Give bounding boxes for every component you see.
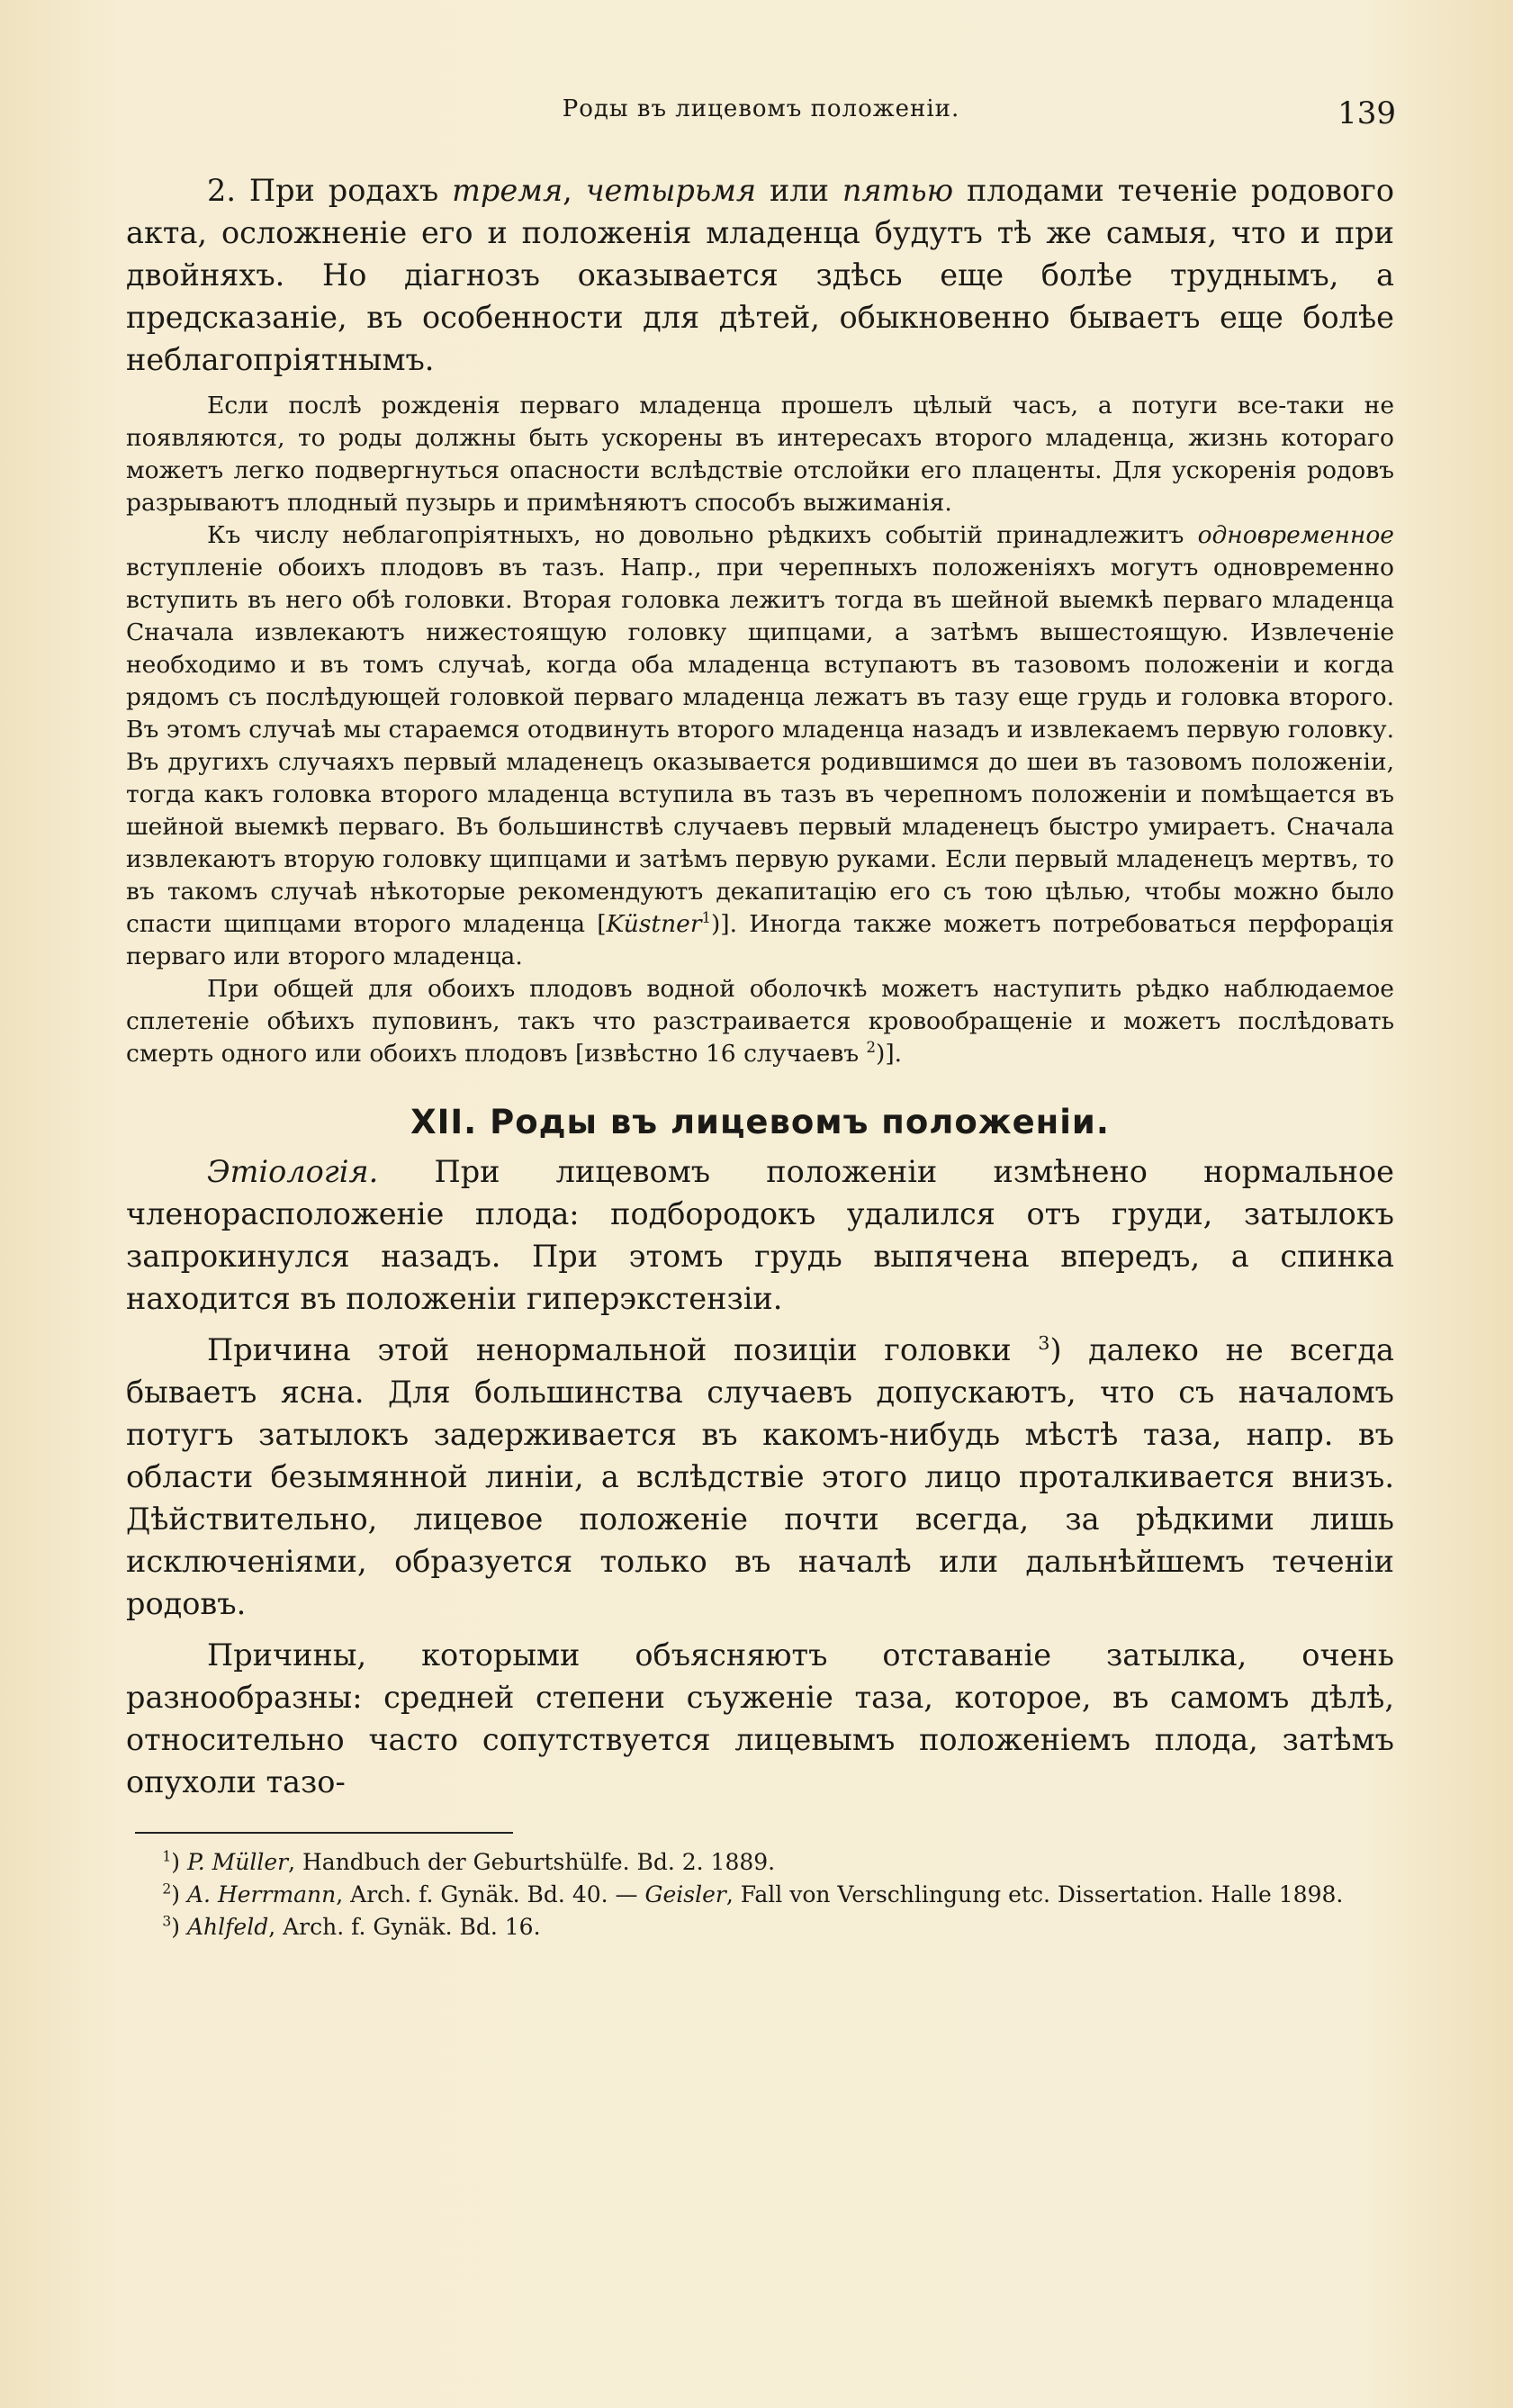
page-number: 139 [1337, 95, 1396, 131]
text-run: вступленiе обоихъ плодовъ въ тазъ. Напр., при черепныхъ положенiяхъ могутъ одновременно вступить въ него обѣ головки. Вторая головка лежитъ тогда въ шейной выемкѣ перваго младенца Сначала извлекаютъ нижестоящую головку щипцами, а затѣмъ вышестоящую. Извлеченiе необходимо и въ томъ случаѣ, когда оба младенца вступаютъ въ тазовомъ положенiи и когда рядомъ съ послѣдующей головкой перваго младенца лежатъ въ тазу еще грудь и головка второго. Въ этомъ случаѣ мы стараемся отодвинуть второго младенца назадъ и извлекаемъ первую головку. Въ другихъ случаяхъ первый младенецъ оказывается родившимся до шеи въ тазовомъ положенiи, тогда какъ головка второго младенца вступила въ тазъ въ черепномъ положенiи и помѣщается въ шейной выемкѣ перваго. Въ большинствѣ случаевъ первый младенецъ быстро умираетъ. Сначала извлекаютъ вторую головку щипцами и затѣмъ первую руками. Если первый младенецъ мертвъ, то въ такомъ случаѣ нѣкоторые рекомендуютъ декапитацiю его съ тою цѣлью, чтобы можно было спасти щипцами второго младенца [ [126, 554, 1394, 938]
page-header [126, 95, 1396, 131]
text-run: )]. Иногда также можетъ потребоваться перфорацiя перваго или второго младенца. [126, 910, 1394, 970]
footnote-1: $^1$) P. Müller, Handbuch der Geburtshülfe. Bd. 2. 1889. [162, 1848, 776, 1875]
text-run: ) далеко не всегда бываетъ ясна. Для большинства случаевъ допускаютъ, что съ началомъ потугъ затылокъ задерживается въ какомъ-нибудь мѣстѣ таза, напр. въ области безымянной линiи, а вслѣдствiе этого лицо проталкивается внизъ. Дѣйствительно, лицевое положенiе почти всегда, за рѣдкими лишь исключенiями, образуется только въ началѣ или дальнѣйшемъ теченiи родовъ. [126, 1332, 1394, 1621]
paragraph-multiple-births [126, 169, 1394, 381]
paragraph-cause [126, 1329, 1394, 1625]
footnote-divider [135, 1832, 513, 1834]
footnote-2: $^2$) A. Herrmann, Arch. f. Gynäk. Bd. 40. — Geisler, Fall von Verschlingung etc. Dissertation. Halle 1898. [162, 1880, 1344, 1907]
text-run: При родахъ [235, 173, 453, 208]
footnote-text: , Handbuch der Geburtshülfe. Bd. 2. 1889. [288, 1849, 776, 1875]
footnote-author: Geisler [644, 1881, 726, 1907]
footnote-ref: 2 [866, 1039, 876, 1057]
italic-text: Этiологiя. [207, 1154, 379, 1189]
running-title: Роды въ лицевомъ положенiи. [562, 95, 960, 122]
text-run: плодами теченiе родового акта, осложненiе его и положенiя младенца будутъ тѣ же самыя, что и при двойняхъ. Но дiагнозъ оказывается здѣсь еще болѣе труднымъ, а предсказанiе, въ особенности для дѣтей, обыкновенно бываетъ еще болѣе неблагопрiятнымъ. [126, 173, 1394, 377]
footnote-number: 1 [162, 1848, 172, 1865]
paragraph-etiology [126, 1150, 1394, 1320]
paragraph-acceleration: Если послѣ рожденiя перваго младенца прошелъ цѣлый часъ, а потуги все-таки не появляются, то роды должны быть ускорены въ интересахъ второго младенца, жизнь котораго можетъ легко подвергнуться опасности вслѣдствiе отслойки его плаценты. Для ускоренiя родовъ разрываютъ плодный пузырь и примѣняютъ способъ выжиманiя. [126, 392, 1394, 517]
footnote-number: 3 [162, 1913, 172, 1930]
italic-text: Küstner [606, 910, 702, 938]
paragraph-common-membrane [126, 973, 1394, 1070]
footnote-text: , Arch. f. Gynäk. Bd. 40. — [336, 1881, 645, 1907]
footnote-3: $^3$) Ahlfeld, Arch. f. Gynäk. Bd. 16. [162, 1913, 541, 1940]
text-run: Причина этой ненормальной позицiи головки [207, 1332, 1039, 1367]
footnote-number: 2 [162, 1880, 172, 1898]
text-run: Къ числу неблагопрiятныхъ, но довольно рѣдкихъ событiй принадлежитъ [207, 521, 1198, 549]
section-heading: XII. Роды въ лицевомъ положенiи. [410, 1103, 1110, 1141]
text-run: или [756, 173, 842, 208]
footnote-ref: 3 [1038, 1331, 1050, 1354]
text-run: )]. [876, 1040, 903, 1068]
text-run: При лицевомъ положенiи измѣнено нормальное членорасположенiе плода: подбородокъ удалился отъ груди, затылокъ запрокинулся назадъ. При этомъ грудь выпячена впередъ, а спинка находится въ положенiи гиперэкстензiи. [126, 1154, 1394, 1316]
paragraph-causes: Причины, которыми объясняютъ отставанiе затылка, очень разнообразны: средней степени съуженiе таза, которое, въ самомъ дѣлѣ, относительно часто сопутствуется лицевымъ положенiемъ плода, затѣмъ опухоли тазо- [126, 1637, 1394, 1799]
footnote-text: , Arch. f. Gynäk. Bd. 16. [268, 1914, 541, 1940]
footnote-author: P. Müller [187, 1849, 289, 1875]
italic-text: пятью [842, 173, 954, 208]
italic-text: четырьмя [585, 173, 757, 208]
footnote-text: , Fall von Verschlingung etc. Dissertation. Halle 1898. [725, 1881, 1344, 1907]
text-run: , [563, 173, 586, 208]
body-text [126, 169, 1394, 1944]
item-number: 2. [207, 173, 236, 208]
footnote-author: A. Herrmann [187, 1881, 337, 1907]
text-run: При общей для обоихъ плодовъ водной оболочкѣ можетъ наступить рѣдко наблюдаемое сплетенiе обѣихъ пуповинъ, такъ что разстраивается кровообращенiе и можетъ послѣдовать смерть одного или обоихъ плодовъ [извѣстно 16 случаевъ [126, 975, 1394, 1068]
italic-text: одновременное [1197, 521, 1394, 549]
paragraph-simultaneous-entry [126, 519, 1394, 973]
footnote-ref: 1 [701, 909, 711, 927]
footnote-author: Ahlfeld [187, 1914, 269, 1940]
italic-text: тремя [452, 173, 563, 208]
